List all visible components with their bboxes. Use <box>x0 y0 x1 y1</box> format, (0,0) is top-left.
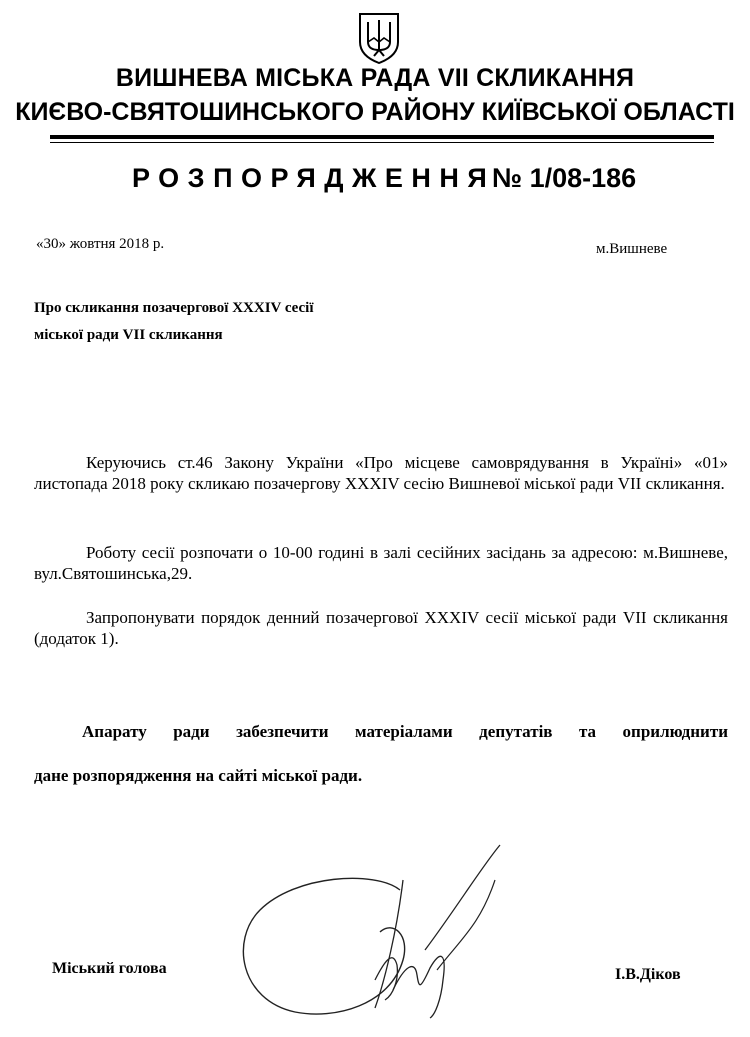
subject-line-2: міської ради VII скликання <box>34 327 223 343</box>
council-name-line-2: КИЄВО-СВЯТОШИНСЬКОГО РАЙОНУ КИЇВСЬКОЇ ОБЛАСТІ <box>15 98 735 126</box>
body-paragraph-3 <box>34 607 728 649</box>
body-paragraph-2-text: Роботу сесії розпочати о 10-00 годині в залі сесійних засідань за адресою: м.Вишневе, вул.Святошинська,29. <box>34 543 728 583</box>
body-paragraph-1-text: Керуючись ст.46 Закону України «Про місцеве самоврядування в Україні» «01» листопада 2018 року скликаю позачергову XXXIV сесію Вишневої міської ради VII скликання. <box>34 453 728 493</box>
signatory-position: Міський голова <box>52 960 167 977</box>
document-date: «30» жовтня 2018 р. <box>36 236 165 252</box>
document-type-title: РОЗПОРЯДЖЕННЯ <box>132 163 496 193</box>
subject-line-1: Про скликання позачергової XXXIV сесії <box>34 300 314 316</box>
header-divider-thick <box>50 135 714 139</box>
trident-coat-of-arms-icon <box>357 12 401 64</box>
header-divider-thin <box>50 142 714 143</box>
document-number: № 1/08-186 <box>492 163 637 193</box>
council-name-line-1: ВИШНЕВА МІСЬКА РАДА VII СКЛИКАННЯ <box>115 64 635 92</box>
body-paragraph-3-text: Запропонувати порядок денний позачергової XXXIV сесії міської ради VII скликання (додаток 1). <box>34 608 728 648</box>
body-paragraph-2 <box>34 542 728 584</box>
signatory-name: І.В.Діков <box>615 966 681 983</box>
handwritten-signature <box>225 840 525 1020</box>
body-paragraph-1 <box>34 452 728 494</box>
document-place: м.Вишневе <box>596 241 668 257</box>
order-line-1: Апарату ради забезпечити матеріалами депутатів та оприлюднити <box>82 722 728 741</box>
order-line-2: дане розпорядження на сайті міської ради. <box>34 766 363 785</box>
